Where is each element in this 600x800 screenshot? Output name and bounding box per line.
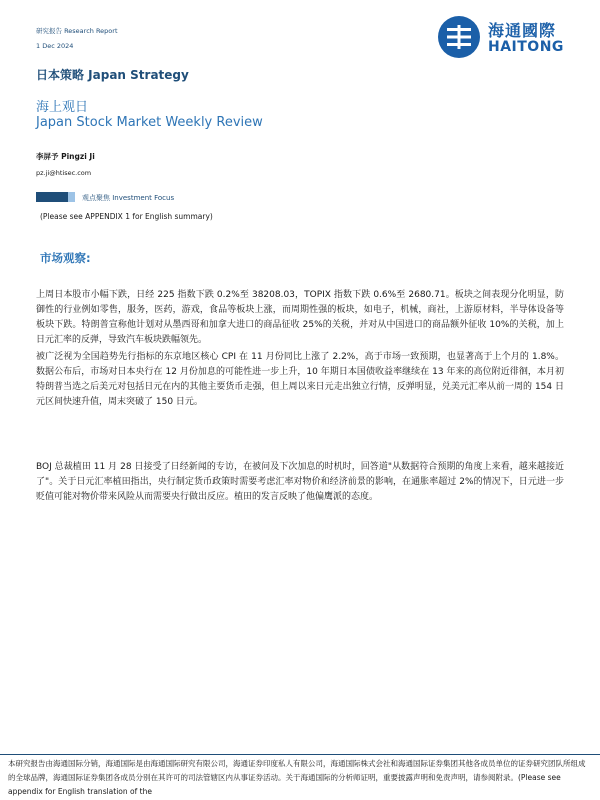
focus-bar-light: [68, 192, 75, 202]
paragraph-market-overview: 上周日本股市小幅下跌，日经 225 指数下跌 0.2%至 38208.03，TOPIX 指数下跌 0.6%至 2680.71。板块之间表现分化明显，防御性的行业例如零售，服务，医药，游戏，食品等板块上涨，而周期性强的板块，如电子，机械，商社，上游原材料，半导体设备等板块下跌。特朗普宣称他计划对从墨西哥和加拿大进口的商品征收 25%的关税，并对从中国进口的商品额外征收 10%的关税，加上日元汇率的反弹，导致汽车板块跌幅领先。: [36, 290, 564, 345]
section-title: 市场观察:: [40, 251, 91, 265]
focus-bar-dark: [36, 192, 68, 202]
logo-name-en: HAITONG: [488, 39, 564, 55]
footer-divider: [0, 754, 600, 755]
logo-name-cn: 海通國際: [488, 21, 557, 40]
report-title-cn: 海上观日: [36, 100, 89, 115]
appendix-note: (Please see APPENDIX 1 for English summary): [40, 212, 213, 221]
author-email[interactable]: pz.ji@htisec.com: [36, 169, 92, 177]
report-date: 1 Dec 2024: [36, 42, 74, 50]
investment-focus-label: 观点聚焦 Investment Focus: [82, 194, 175, 202]
report-type-label: 研究报告 Research Report: [36, 27, 118, 35]
haitong-logo: [438, 16, 564, 66]
author-name: 李屏予 Pingzi Ji: [36, 152, 95, 161]
paragraph-boj: BOJ 总裁植田 11 月 28 日接受了日经新闻的专访，在被问及下次加息的时机时，回答道"从数据符合预期的角度上来看，越来越接近了"。关于日元汇率植田指出，央行制定货币政策时需要考虑汇率对物价和经济前景的影响，在通胀率超过 2%的情况下，日元进一步贬值可能对物价带来风险从而需要央行做出反应。植田的发言反映了他偏鹰派的态度。: [36, 462, 564, 502]
report-title-en: Japan Stock Market Weekly Review: [36, 115, 263, 130]
logo-emblem-icon: [438, 16, 480, 58]
strategy-title: 日本策略 Japan Strategy: [36, 68, 189, 82]
footer-disclaimer: 本研究报告由海通国际分销，海通国际是由海通国际研究有限公司，海通证券印度私人有限公司，海通国际株式会社和海通国际证券集团其他各成员单位的证券研究团队所组成的全球品牌，海通国际证券集团各成员分别在其许可的司法管辖区内从事证券活动。关于海通国际的分析师证明，重要披露声明和免责声明，请参阅附录。(Please see appendix for English translation of the: [8, 759, 586, 796]
paragraph-cpi: 被广泛视为全国趋势先行指标的东京地区核心 CPI 在 11 月份同比上涨了 2.2%，高于市场一致预期，也显著高于上个月的 1.8%。数据公布后，市场对日本央行在 12 月份加息的可能性进一步上升，10 年期日本国债收益率继续在 13 年来的高位附近徘徊，本月初特朗普当选之后美元对包括日元在内的其他主要货币走强，但上周以来日元走出独立行情，反弹明显，兑美元汇率从前一周的 154 日元区间快速升值，周末突破了 150 日元。: [36, 352, 564, 407]
